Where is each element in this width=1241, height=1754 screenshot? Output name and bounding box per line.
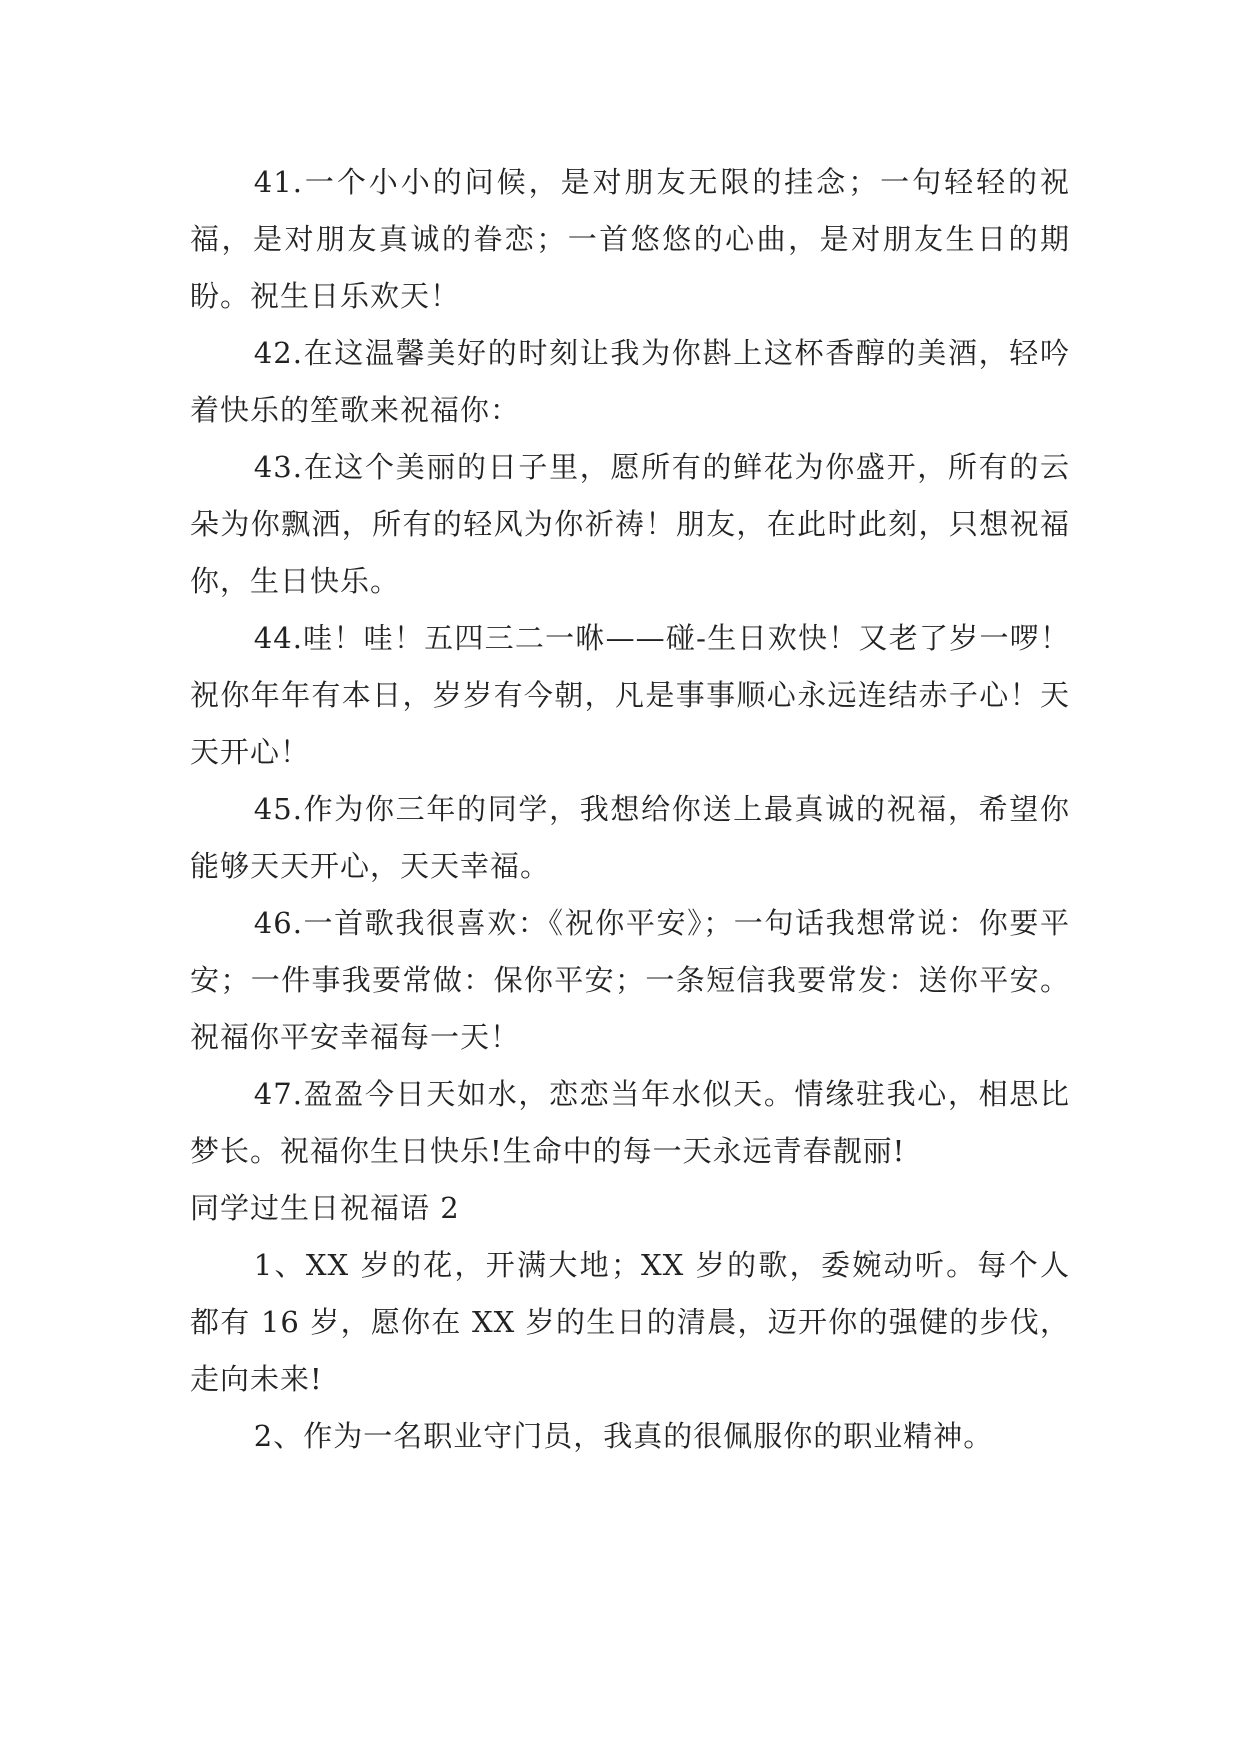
section-heading: 同学过生日祝福语 2 [190, 1191, 460, 1225]
paragraph-45: 45.作为你三年的同学，我想给你送上最真诚的祝福，希望你能够天天开心，天天幸福。 [190, 792, 1070, 883]
section-paragraph-2: 2、作为一名职业守门员，我真的很佩服你的职业精神。 [253, 1419, 994, 1453]
paragraph-44: 44.哇！哇！五四三二一咻——碰-生日欢快！又老了岁一啰！祝你年年有本日，岁岁有今朝，凡是事事顺心永远连结赤子心！天天开心！ [190, 621, 1070, 769]
paragraph-46: 46.一首歌我很喜欢：《祝你平安》；一句话我想常说：你要平安；一件事我要常做：保你平安；一条短信我要常发：送你平安。祝福你平安幸福每一天！ [190, 906, 1070, 1054]
section-paragraph-1: 1、XX 岁的花，开满大地；XX 岁的歌，委婉动听。每个人都有 16 岁，愿你在 XX 岁的生日的清晨，迈开你的强健的步伐，走向未来! [190, 1248, 1070, 1396]
paragraph-42: 42.在这温馨美好的时刻让我为你斟上这杯香醇的美酒，轻吟着快乐的笙歌来祝福你： [190, 336, 1070, 427]
document-body [190, 154, 1070, 1465]
paragraph-41: 41.一个小小的问候，是对朋友无限的挂念；一句轻轻的祝福，是对朋友真诚的眷恋；一首悠悠的心曲，是对朋友生日的期盼。祝生日乐欢天！ [190, 165, 1070, 313]
paragraph-47: 47.盈盈今日天如水，恋恋当年水似天。情缘驻我心，相思比梦长。祝福你生日快乐!生命中的每一天永远青春靓丽! [190, 1077, 1070, 1168]
paragraph-43: 43.在这个美丽的日子里，愿所有的鲜花为你盛开，所有的云朵为你飘洒，所有的轻风为你祈祷！朋友，在此时此刻，只想祝福你，生日快乐。 [190, 450, 1070, 598]
